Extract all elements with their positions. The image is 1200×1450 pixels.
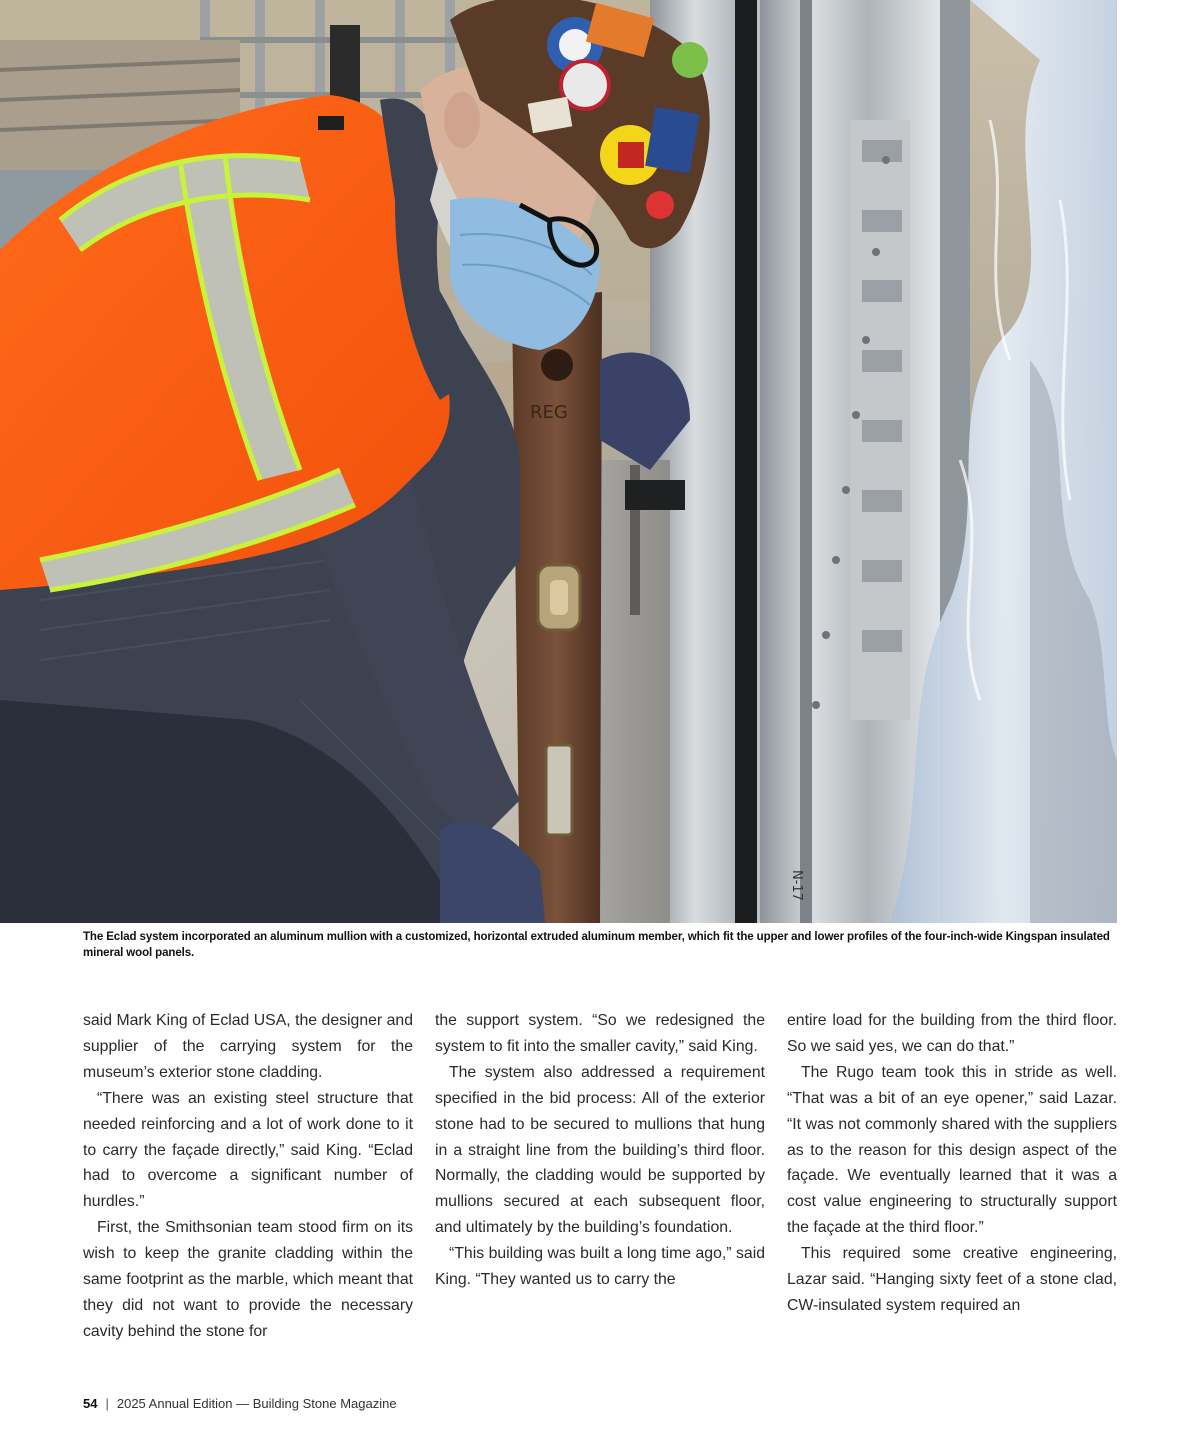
level-marking: REG xyxy=(530,402,568,423)
article-column-1 xyxy=(83,1008,413,1345)
publication-name: 2025 Annual Edition — Building Stone Magazine xyxy=(116,1396,397,1411)
paragraph: the support system. “So we redesigned the system to fit into the smaller cavity,” said King. xyxy=(435,1012,765,1055)
paragraph: This required some creative engineering, Lazar said. “Hanging sixty feet of a stone clad, CW-insulated system required an xyxy=(787,1245,1117,1314)
photo-caption: The Eclad system incorporated an aluminum mullion with a customized, horizontal extruded aluminum member, which fit the upper and lower profiles of the four-inch-wide Kingspan insulated mineral wool panels. xyxy=(83,931,1110,959)
page-number: 54 xyxy=(83,1396,98,1411)
page-footer xyxy=(83,1396,397,1411)
paragraph: The system also addressed a requirement specified in the bid process: All of the exterior stone had to be secured to mullions that hung in a straight line from the building’s third floor. Normally, the cladding would be supported by mullions secured at each subsequent floor, and ultimately by the building’s foundation. xyxy=(435,1063,765,1237)
paragraph: “This building was built a long time ago,” said King. “They wanted us to carry the xyxy=(435,1245,765,1289)
paragraph: The Rugo team took this in stride as well. “That was a bit of an eye opener,” said Lazar. “It was not commonly shared with the suppliers as to the reason for this design aspect of the façade. We eventually learned that it was a cost value engineering to structurally support the façade at the third floor.” xyxy=(787,1063,1117,1237)
paragraph: First, the Smithsonian team stood firm on its wish to keep the granite cladding within the same footprint as the marble, which meant that they did not want to provide the necessary cavity behind the stone for xyxy=(83,1219,413,1340)
article-column-2 xyxy=(435,1008,765,1293)
article-column-3 xyxy=(787,1008,1117,1319)
paragraph: said Mark King of Eclad USA, the designer and supplier of the carrying system for the museum’s exterior stone cladding. xyxy=(83,1012,413,1081)
footer-separator: | xyxy=(105,1396,109,1411)
paragraph: “There was an existing steel structure that needed reinforcing and a lot of work done to it to carry the façade directly,” said King. “Eclad had to overcome a significant number of hurdles.” xyxy=(83,1089,413,1211)
paragraph: entire load for the building from the third floor. So we said yes, we can do that.” xyxy=(787,1012,1117,1055)
mullion-marking: N-17 xyxy=(789,870,804,901)
